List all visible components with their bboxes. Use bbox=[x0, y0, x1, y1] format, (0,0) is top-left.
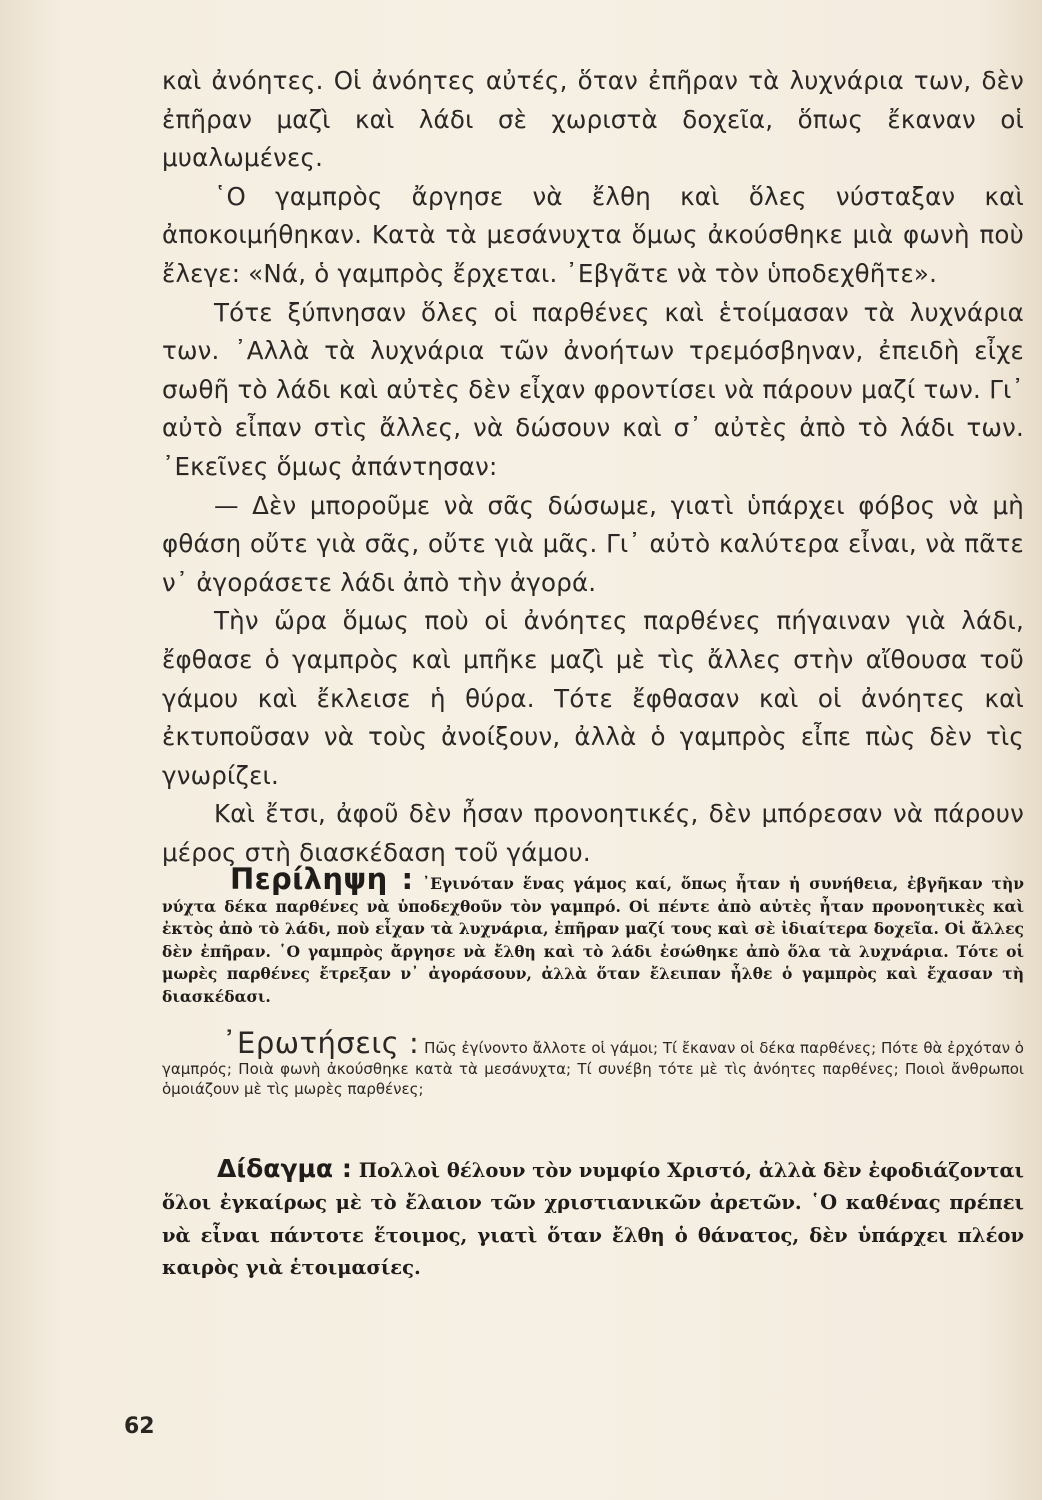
questions-label: ᾿Ερωτήσεις : bbox=[222, 1026, 420, 1060]
story-text bbox=[162, 62, 1024, 872]
lesson-text: Πολλοὶ θέλουν τὸν νυμφίο Χριστό, ἀλλὰ δὲν ἐφοδιάζονται ὅλοι ἐγκαίρως μὲ τὸ ἔλαιον τῶν χριστιανικῶν ἀρετῶν. ῾Ο καθένας πρέπει νὰ εἶναι πάντοτε ἕτοιμος, γιατὶ ὅταν ἔλθη ὁ θάνατος, δὲν ὑπάρχει πλέον καιρὸς γιὰ ἑτοιμασίες. bbox=[162, 1159, 1024, 1280]
paragraph: Τὴν ὥρα ὅμως ποὺ οἱ ἀνόητες παρθένες πήγαιναν γιὰ λάδι, ἔφθασε ὁ γαμπρὸς καὶ μπῆκε μαζὶ μὲ τὶς ἄλλες στὴν αἴθουσα τοῦ γάμου καὶ ἔκλεισε ἡ θύρα. Τότε ἔφθασαν καὶ οἱ ἀνόητες καὶ ἐκτυποῦσαν νὰ τοὺς ἀνοίξουν, ἀλλὰ ὁ γαμπρὸς εἶπε πὼς δὲν τὶς γνωρίζει. bbox=[162, 606, 1024, 790]
summary-label: Περίληψη : bbox=[230, 862, 414, 896]
lesson-section bbox=[162, 1153, 1024, 1285]
lesson-label: Δίδαγμα : bbox=[217, 1154, 352, 1183]
questions-section bbox=[162, 1026, 1024, 1100]
paragraph: καὶ ἀνόητες. Οἱ ἀνόητες αὐτές, ὅταν ἐπῆραν τὰ λυχνάρια των, δὲν ἐπῆραν μαζὶ καὶ λάδι σὲ χωριστὰ δοχεῖα, ὅπως ἔκαναν οἱ μυαλωμένες. bbox=[162, 66, 1024, 173]
paragraph: Καὶ ἔτσι, ἀφοῦ δὲν ἦσαν προνοητικές, δὲν μπόρεσαν νὰ πάρουν μέρος στὴ διασκέδαση τοῦ γάμου. bbox=[162, 799, 1024, 867]
summary-text: ᾿Εγινόταν ἕνας γάμος καί, ὅπως ἦταν ἡ συνήθεια, ἐβγῆκαν τὴν νύχτα δέκα παρθένες νὰ ὑποδεχθοῦν τὸν γαμπρό. Οἱ πέντε ἀπὸ αὐτὲς ἦταν προνοητικὲς καὶ ἐκτὸς ἀπὸ τὸ λάδι, ποὺ εἶχαν τὰ λυχνάρια, ἐπῆραν μαζί τους καὶ σὲ ἰδιαίτερα δοχεῖα. Οἱ ἄλλες δὲν ἐπῆραν. ῾Ο γαμπρὸς ἄργησε νὰ ἔλθη καὶ τὸ λάδι ἐσώθηκε ἀπὸ ὅλα τὰ λυχνάρια. Τότε οἱ μωρὲς παρθένες ἔτρεξαν ν᾿ ἀγοράσουν, ἀλλὰ ὅταν ἔλειπαν ἦλθε ὁ γαμπρὸς καὶ ἔχασαν τὴ διασκέδασι. bbox=[162, 874, 1024, 1006]
dialogue-paragraph: — Δὲν μποροῦμε νὰ σᾶς δώσωμε, γιατὶ ὑπάρχει φόβος νὰ μὴ φθάση οὔτε γιὰ σᾶς, οὔτε γιὰ μᾶς. Γι᾿ αὐτὸ καλύτερα εἶναι, νὰ πᾶτε ν᾿ ἀγοράσετε λάδι ἀπὸ τὴν ἀγορά. bbox=[162, 490, 1024, 597]
summary-section bbox=[162, 862, 1024, 1009]
paragraph: Τότε ξύπνησαν ὅλες οἱ παρθένες καὶ ἑτοίμασαν τὰ λυχνάρια των. ᾿Αλλὰ τὰ λυχνάρια τῶν ἀνοήτων τρεμόσβηναν, ἐπειδὴ εἶχε σωθῆ τὸ λάδι καὶ αὐτὲς δὲν εἶχαν φροντίσει νὰ πάρουν μαζί των. Γι᾿ αὐτὸ εἶπαν στὶς ἄλλες, νὰ δώσουν καὶ σ᾿ αὐτὲς ἀπὸ τὸ λάδι των. ᾿Εκεῖνες ὅμως ἀπάντησαν: bbox=[162, 297, 1024, 481]
paragraph: ῾Ο γαμπρὸς ἄργησε νὰ ἔλθη καὶ ὅλες νύσταξαν καὶ ἀποκοιμήθηκαν. Κατὰ τὰ μεσάνυχτα ὅμως ἀκούσθηκε μιὰ φωνὴ ποὺ ἔλεγε: «Νά, ὁ γαμπρὸς ἔρχεται. ᾿Εβγᾶτε νὰ τὸν ὑποδεχθῆτε». bbox=[162, 181, 1024, 288]
questions-text: Πῶς ἐγίνοντο ἄλλοτε οἱ γάμοι; Τί ἔκαναν οἱ δέκα παρθένες; Πότε θὰ ἐρχόταν ὁ γαμπρός; Ποιὰ φωνὴ ἀκούσθηκε κατὰ τὰ μεσάνυχτα; Τί συνέβη τότε μὲ τὶς ἀνόητες παρθένες; Ποιοὶ ἄνθρωποι ὁμοιάζουν μὲ τὶς μωρὲς παρθένες; bbox=[162, 1039, 1024, 1098]
page-number: 62 bbox=[124, 1414, 155, 1439]
